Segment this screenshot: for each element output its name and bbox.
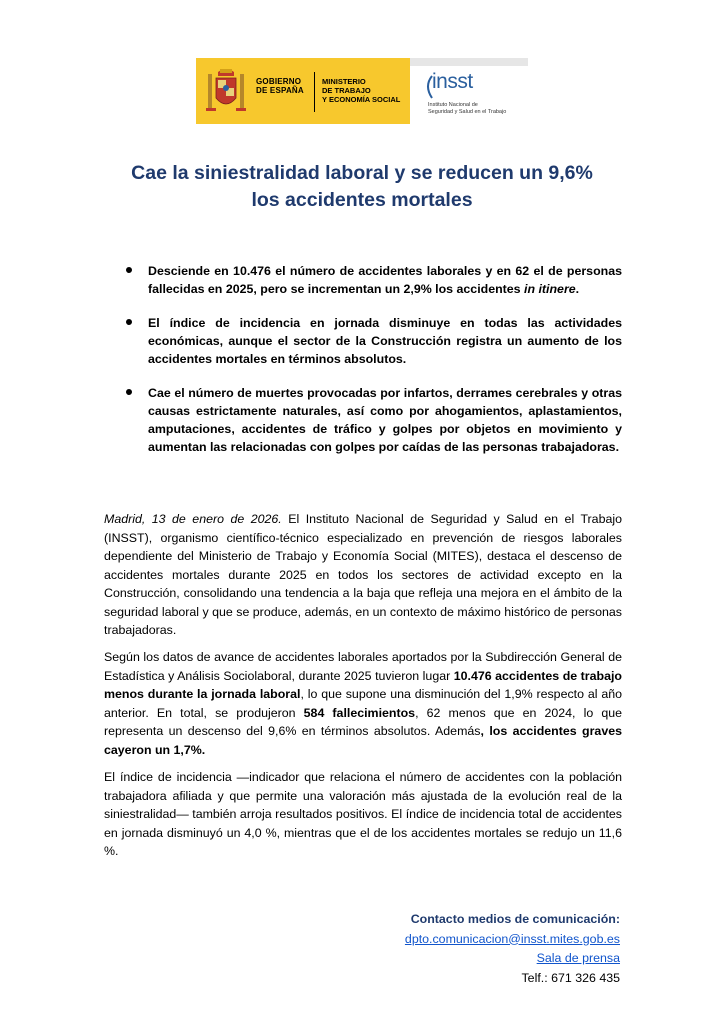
press-room-link[interactable]: Sala de prensa xyxy=(536,951,620,965)
min-line-3: Y ECONOMÍA SOCIAL xyxy=(322,95,401,104)
bullet-icon xyxy=(126,319,132,325)
insst-sub-1: Instituto Nacional de xyxy=(428,102,478,108)
p2-text-1: Según los datos de avance de accidentes laborales aportados por la Subdirección General de Estadística y Análisis Sociolaboral, durante 2025 tuvieron lugar xyxy=(104,650,622,683)
bullet-item xyxy=(124,384,622,456)
gov-line-2: DE ESPAÑA xyxy=(256,86,304,95)
government-logo-block xyxy=(196,58,410,124)
bullet-item xyxy=(124,314,622,368)
summary-bullets xyxy=(124,262,622,472)
title-line-2: los accidentes mortales xyxy=(251,189,473,211)
p2-bold-1: 10.476 accidentes de trabajo menos durante la jornada laboral xyxy=(104,668,622,701)
bullet-1-text: Desciende en 10.476 el número de accidentes laborales y en 62 el de personas fallecidas en 2025, pero se incrementan un 2,9% los accidentes xyxy=(148,264,622,296)
gov-line-1: GOBIERNO xyxy=(256,77,302,86)
government-label xyxy=(256,77,304,95)
page-title xyxy=(90,160,634,214)
paragraph-3: El índice de incidencia —indicador que relaciona el número de accidentes con la población trabajadora afiliada y que permite una valoración más ajustada de la evolución real de la siniestralidad— también arroja resultados positivos. El índice de incidencia total de accidentes en jornada disminuyó un 4,0 %, mientras que el de los accidentes mortales se redujo un 11,6 %. xyxy=(104,770,622,858)
paragraph-1-text: El Instituto Nacional de Seguridad y Salud en el Trabajo (INSST), organismo científico-técnico especializado en prevención de riesgos laborales dependiente del Ministerio de Trabajo y Economía Social (MITES), destaca el descenso de accidentes mortales durante 2025 en todos los sectores de actividad excepto en la Construcción, consolidando una tendencia a la baja que refleja una mejora en el ámbito de la seguridad laboral y que se produce, además, en un contexto de máximo histórico de personas trabajadoras. xyxy=(104,512,622,637)
p2-text-3: , 62 menos que en 2024, lo que representa un descenso del 9,6% en términos absolutos. Además xyxy=(104,705,623,738)
bullet-1-end: . xyxy=(575,282,580,296)
bullet-icon xyxy=(126,389,132,395)
coat-of-arms-icon xyxy=(206,66,246,116)
contact-phone: Telf.: 671 326 435 xyxy=(521,970,620,985)
insst-logo-text: insst xyxy=(432,70,473,93)
bullet-3-text: Cae el número de muertes provocadas por infartos, derrames cerebrales y otras causas estrictamente naturales, así como por ahogamientos, aplastamientos, amputaciones, accidentes de tráfico y golpes por objetos en movimiento y aumentan las relacionadas con golpes por caídas de las personas trabajadoras. xyxy=(148,386,622,454)
dateline: Madrid, 13 de enero de 2026. xyxy=(104,512,282,526)
insst-subtitle xyxy=(428,102,506,115)
min-line-1: MINISTERIO xyxy=(322,77,366,86)
header-banner xyxy=(196,58,528,124)
bullet-icon xyxy=(126,267,132,273)
contact-email-link[interactable]: dpto.comunicacion@insst.mites.gob.es xyxy=(404,931,620,946)
bullet-item xyxy=(124,262,622,298)
p2-bold-3: , los accidentes graves cayeron un 1,7%. xyxy=(104,724,622,757)
bullet-1-italic: in itinere xyxy=(524,282,576,296)
press-contact xyxy=(405,910,620,988)
p2-bold-2: 584 fallecimientos xyxy=(303,705,416,720)
header-divider xyxy=(314,72,315,112)
paragraph-1 xyxy=(104,510,622,640)
ministry-label xyxy=(322,77,400,104)
paragraph-2 xyxy=(104,648,622,759)
p2-text-2: , lo que supone una disminución del 1,9% respecto al año anterior. En total, se produjeron xyxy=(104,687,622,720)
contact-title: Contacto medios de comunicación: xyxy=(410,912,620,926)
title-line-1: Cae la siniestralidad laboral y se reducen un 9,6% xyxy=(131,162,593,184)
min-line-2: DE TRABAJO xyxy=(322,86,371,95)
insst-sub-2: Seguridad y Salud en el Trabajo xyxy=(428,108,507,115)
bullet-2-text: El índice de incidencia en jornada disminuye en todas las actividades económicas, aunque el sector de la Construcción registra un aumento de los accidentes mortales en términos absolutos. xyxy=(148,316,622,366)
header-grey-strip xyxy=(410,58,528,66)
